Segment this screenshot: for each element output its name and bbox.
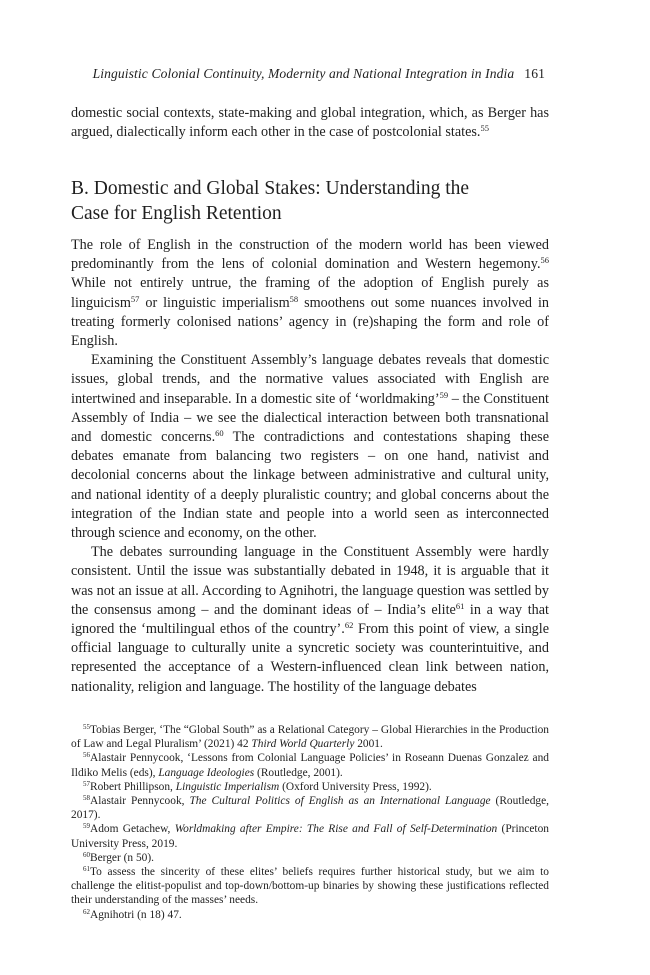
footnote-number: 57 xyxy=(83,779,90,788)
paragraph-2 xyxy=(71,351,549,543)
footnote-italic: Third World Quarterly xyxy=(251,738,355,751)
footnote-56 xyxy=(71,751,549,779)
paragraph-1 xyxy=(71,236,549,351)
footnote-57 xyxy=(71,780,549,794)
running-head xyxy=(0,66,545,82)
p3-text-a: The debates surrounding language in the Constituent Assembly were hardly consistent. Until the issue was substantially debated in 1948, it is arguable that it was not an issue at all. According to Agnihotri, the language question was settled by the consensus among – and the dominant ideas of – India’s elite xyxy=(71,544,549,618)
footnote-italic: Language Ideologies xyxy=(158,766,255,779)
section-heading: B. Domestic and Global Stakes: Understanding the Case for English Retention xyxy=(71,178,470,224)
running-title: Linguistic Colonial Continuity, Modernity and National Integration in India xyxy=(92,66,515,81)
section-body xyxy=(71,236,549,697)
footnote-number: 60 xyxy=(83,850,90,859)
footnote-italic: Worldmaking after Empire: The Rise and Fall of Self-Determination xyxy=(174,823,498,836)
footnote-text: Robert Phillipson, xyxy=(90,780,176,793)
footnote-text: (Oxford University Press, 1992). xyxy=(279,780,432,793)
footnote-ref-59: 59 xyxy=(439,389,449,400)
footnote-text: Agnihotri (n 18) 47. xyxy=(90,908,182,921)
footnote-text: 2001. xyxy=(354,738,383,751)
footnote-number: 58 xyxy=(83,794,90,803)
footnotes xyxy=(71,723,549,922)
page-number: 161 xyxy=(524,66,545,81)
intro-text: domestic social contexts, state-making and global integration, which, as Berger has argued, dialectically inform each other in the case of postcolonial states. xyxy=(71,105,549,141)
footnote-ref-57: 57 xyxy=(130,293,140,304)
p3-text-c: From this point of view, a single official language to culturally unite a syncretic society was counterintuitive, and represented the acceptance of a Western-influenced clean link between nation, nationality, religion and language. The hostility of the language debates xyxy=(71,621,549,695)
footnote-text: (Routledge, 2001). xyxy=(254,766,343,779)
p1-text-c: or linguistic imperialism xyxy=(139,294,290,311)
p1-text-b: While not entirely untrue, the framing of the adoption of English purely as linguicism xyxy=(71,275,549,311)
footnote-ref-58: 58 xyxy=(289,293,299,304)
footnote-number: 61 xyxy=(83,865,90,874)
p3-text-b: in a way that ignored the ‘multilingual ethos of the country’. xyxy=(71,601,550,638)
footnote-text: To assess the sincerity of these elites’ beliefs requires further historical study, but we aim to challenge the elitist-populist and top-down/bottom-up binaries by showing these justifications reflected their understanding of the masses’ needs. xyxy=(71,866,549,907)
footnote-text: Tobias Berger, ‘The “Global South” as a Relational Category – Global Hierarchies in the Production of Law and Legal Pluralism’ (2021) 42 xyxy=(71,724,549,751)
footnote-text: Adom Getachew, xyxy=(90,823,175,836)
footnote-number: 55 xyxy=(83,723,90,731)
footnote-text: (Princeton University Press, 2019. xyxy=(71,823,549,850)
footnote-italic: Linguistic Imperialism xyxy=(175,780,280,793)
footnote-text: Berger (n 50). xyxy=(90,851,154,864)
footnote-ref-62: 62 xyxy=(344,620,354,631)
footnote-number: 56 xyxy=(83,751,90,760)
footnote-ref-61: 61 xyxy=(455,600,465,611)
p1-text-d: smoothens out some nuances involved in treating formerly colonised nations’ agency in (re)shaping the form and role of English. xyxy=(71,294,549,350)
p2-text-b: – the Constituent Assembly of India – we see the dialectical interaction between both transnational and domestic concerns. xyxy=(71,390,549,446)
footnote-ref-60: 60 xyxy=(215,428,224,439)
footnote-number: 62 xyxy=(83,907,90,916)
footnote-59 xyxy=(71,822,549,850)
intro-paragraph xyxy=(71,104,549,142)
p1-text-a: The role of English in the construction of the modern world has been viewed predominantly from the lens of colonial domination and Western hegemony. xyxy=(71,237,549,273)
footnote-60 xyxy=(71,851,549,865)
footnote-text: Alastair Pennycook, ‘Lessons from Colonial Language Policies’ in Roseann Duenas Gonzalez and Ildiko Melis (eds), xyxy=(71,752,549,779)
p2-text-a: Examining the Constituent Assembly’s language debates reveals that domestic issues, global trends, and the normative values associated with English are intertwined and inseparable. In a domestic site of ‘worldmaking’ xyxy=(71,352,549,407)
footnote-text: (Routledge, 2017). xyxy=(71,795,550,822)
paragraph-3 xyxy=(71,543,549,697)
footnote-italic: The Cultural Politics of English as an International Language xyxy=(189,795,491,808)
footnote-ref-56: 56 xyxy=(540,255,549,266)
p2-text-c: The contradictions and contestations shaping these debates emanate from balancing two registers – on one hand, nativist and decolonial concerns about the linkage between administrative and cultural unity, and national identity of a deeply pluralistic country; and global concerns about the integration of the Indian state and people into a world seen as interconnected through science and economy, on the other. xyxy=(71,429,549,542)
footnote-58 xyxy=(71,794,549,822)
footnote-number: 59 xyxy=(83,822,90,831)
footnote-62 xyxy=(71,908,549,922)
footnote-ref-55: 55 xyxy=(480,123,489,134)
footnote-text: Alastair Pennycook, xyxy=(90,795,190,808)
footnote-55 xyxy=(71,723,549,751)
footnote-61 xyxy=(71,865,549,908)
